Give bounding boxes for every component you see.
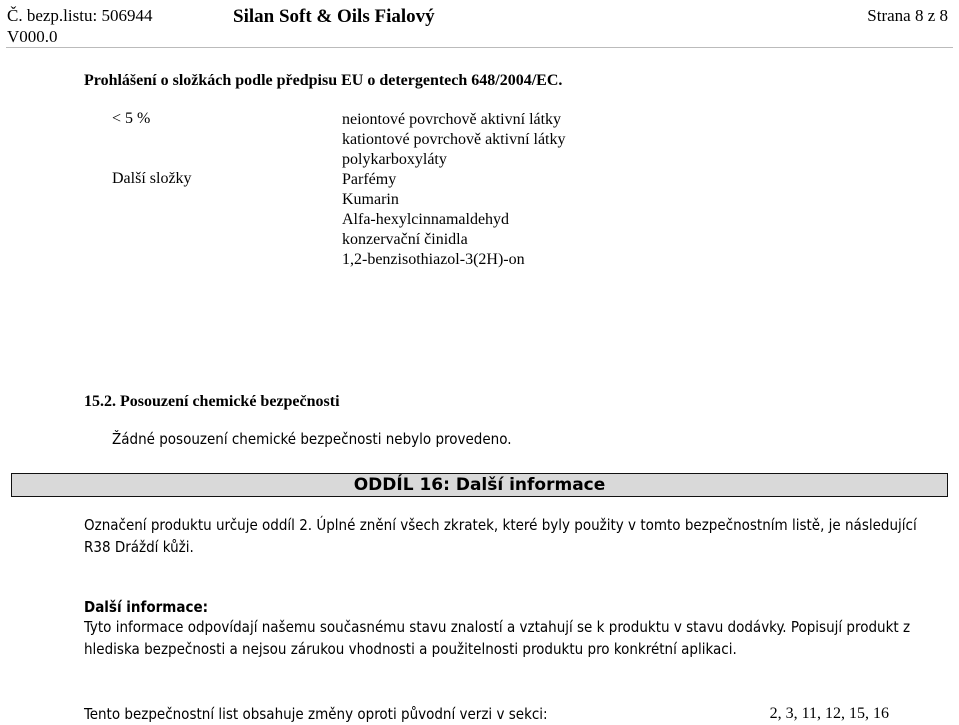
version: V000.0 <box>7 27 58 46</box>
group1-item: polykarboxyláty <box>342 151 447 168</box>
group2-item: Kumarin <box>342 191 399 208</box>
r-phrase: R38 Dráždí kůži. <box>84 538 194 556</box>
section-16-title: ODDÍL 16: Další informace <box>353 475 606 495</box>
detergent-declaration: Prohlášení o složkách podle předpisu EU o detergentech 648/2004/EC. <box>84 72 563 89</box>
section-16-banner <box>11 473 948 497</box>
section-15-2-heading: 15.2. Posouzení chemické bezpečnosti <box>84 393 340 410</box>
page-number: Strana 8 z 8 <box>867 6 948 25</box>
group2-item: konzervační činidla <box>342 231 468 248</box>
header-divider <box>6 47 953 48</box>
section-15-2-text: Žádné posouzení chemické bezpečnosti nebylo provedeno. <box>112 430 512 448</box>
group2-label: Další složky <box>112 170 192 187</box>
further-info-text: Tyto informace odpovídají našemu současnému stavu znalostí a vztahují se k produktu v stavu dodávky. Popisují produkt z hlediska bezpečnosti a nejsou zárukou vhodnosti a použitelnosti produktu pro konkrétní aplikaci. <box>84 618 911 658</box>
group1-item: neiontové povrchově aktivní látky <box>342 111 562 128</box>
sds-number: Č. bezp.listu: 506944 <box>7 6 153 25</box>
further-info-title: Další informace: <box>84 598 209 616</box>
labeling-text: Označení produktu určuje oddíl 2. Úplné znění všech zkratek, které byly použity v tomto bezpečnostním listě, je následující <box>84 516 917 534</box>
group2-item: Parfémy <box>342 171 397 188</box>
product-name: Silan Soft & Oils Fialový <box>233 6 435 27</box>
group1-item: kationtové povrchově aktivní látky <box>342 131 566 148</box>
changes-note: Tento bezpečnostní list obsahuje změny oproti původní verzi v sekci: <box>84 705 548 723</box>
group2-item: Alfa-hexylcinnamaldehyd <box>342 211 510 228</box>
changed-sections: 2, 3, 11, 12, 15, 16 <box>769 705 889 722</box>
group1-label: < 5 % <box>112 110 151 127</box>
group2-item: 1,2-benzisothiazol-3(2H)-on <box>342 251 525 268</box>
